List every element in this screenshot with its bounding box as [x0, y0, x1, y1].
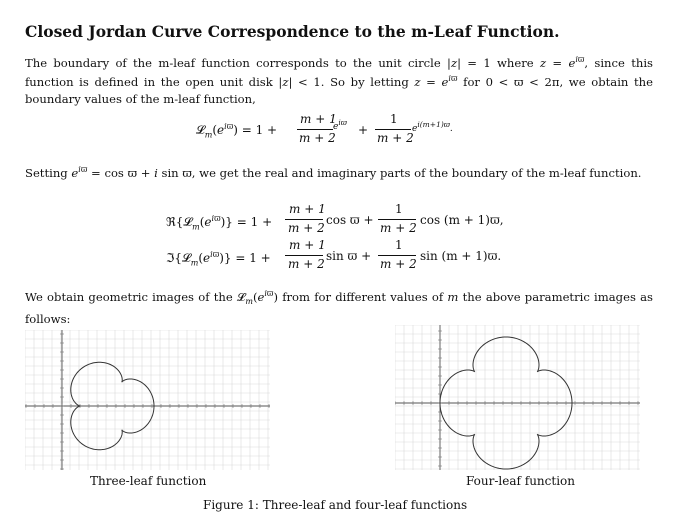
- eq3-lhs: $ℑ\{𝓛_m(e^{iϖ})\} = 1$ +: [166, 250, 271, 268]
- paragraph-geometric-images: We obtain geometric images of the $𝓛_m(e^{iϖ})$ from for different values of m the above parametric images as follows:: [25, 289, 653, 326]
- four-leaf-caption: Four-leaf function: [466, 474, 575, 488]
- section-heading: Closed Jordan Curve Correspondence to the m-Leaf Function.: [25, 22, 560, 41]
- four-leaf-plot: [395, 325, 640, 470]
- eq3-frac1-den: m + 2: [288, 257, 325, 271]
- figure-caption: Figure 1: Three-leaf and four-leaf functions: [203, 498, 468, 512]
- eq1-frac1-den: m + 2: [299, 131, 336, 145]
- eq2-frac2-den: m + 2: [380, 221, 417, 235]
- eq1-frac2-den: m + 2: [377, 131, 414, 145]
- eq1-frac2-bar: [375, 129, 411, 130]
- eq2-term2: cos (m + 1)ϖ,: [420, 213, 504, 227]
- eq2-frac2-num: 1: [395, 202, 403, 216]
- eq2-frac2-bar: [378, 219, 416, 220]
- eq2-term1: cos ϖ +: [326, 213, 374, 227]
- eq1-frac2-num: 1: [390, 112, 398, 126]
- eq3-frac2-bar: [378, 255, 416, 256]
- paragraph-boundary: The boundary of the m-leaf function corresponds to the unit circle |z| = 1 where $z = e^{iϖ}$, since this function is defined in the open unit disk |z| < 1. So by letting $z = e^{iϖ}$ for 0 < ϖ < 2π, we obtain the boundary values of the m-leaf function,: [25, 55, 654, 106]
- eq1-lhs: $𝓛_m(e^{iϖ}) = 1$ +: [196, 122, 278, 140]
- eq3-term2: sin (m + 1)ϖ.: [420, 249, 502, 263]
- eq2-frac1-den: m + 2: [288, 221, 325, 235]
- eq2-frac1-num: m + 1: [289, 202, 326, 216]
- eq1-term1: $e^{iϖ}$: [333, 118, 347, 132]
- eq2-frac1-bar: [285, 219, 323, 220]
- eq3-frac2-den: m + 2: [380, 257, 417, 271]
- eq1-plus: +: [358, 123, 369, 137]
- paragraph-setting: Setting $e^{iϖ} = \cos ϖ + i$ sin ϖ, we get the real and imaginary parts of the boundary of the m-leaf function.: [25, 165, 642, 180]
- eq3-frac2-num: 1: [395, 238, 403, 252]
- three-leaf-plot: [25, 330, 270, 470]
- eq1-frac1-num: m + 1: [300, 112, 337, 126]
- eq3-frac1-num: m + 1: [289, 238, 326, 252]
- eq2-lhs: $ℜ\{𝓛_m(e^{iϖ})\} = 1$ +: [166, 214, 273, 232]
- eq1-frac1-bar: [297, 129, 333, 130]
- eq3-term1: sin ϖ +: [326, 249, 372, 263]
- eq1-term2: $e^{i(m+1)ϖ}$.: [412, 120, 453, 134]
- eq3-frac1-bar: [285, 255, 323, 256]
- three-leaf-caption: Three-leaf function: [90, 474, 207, 488]
